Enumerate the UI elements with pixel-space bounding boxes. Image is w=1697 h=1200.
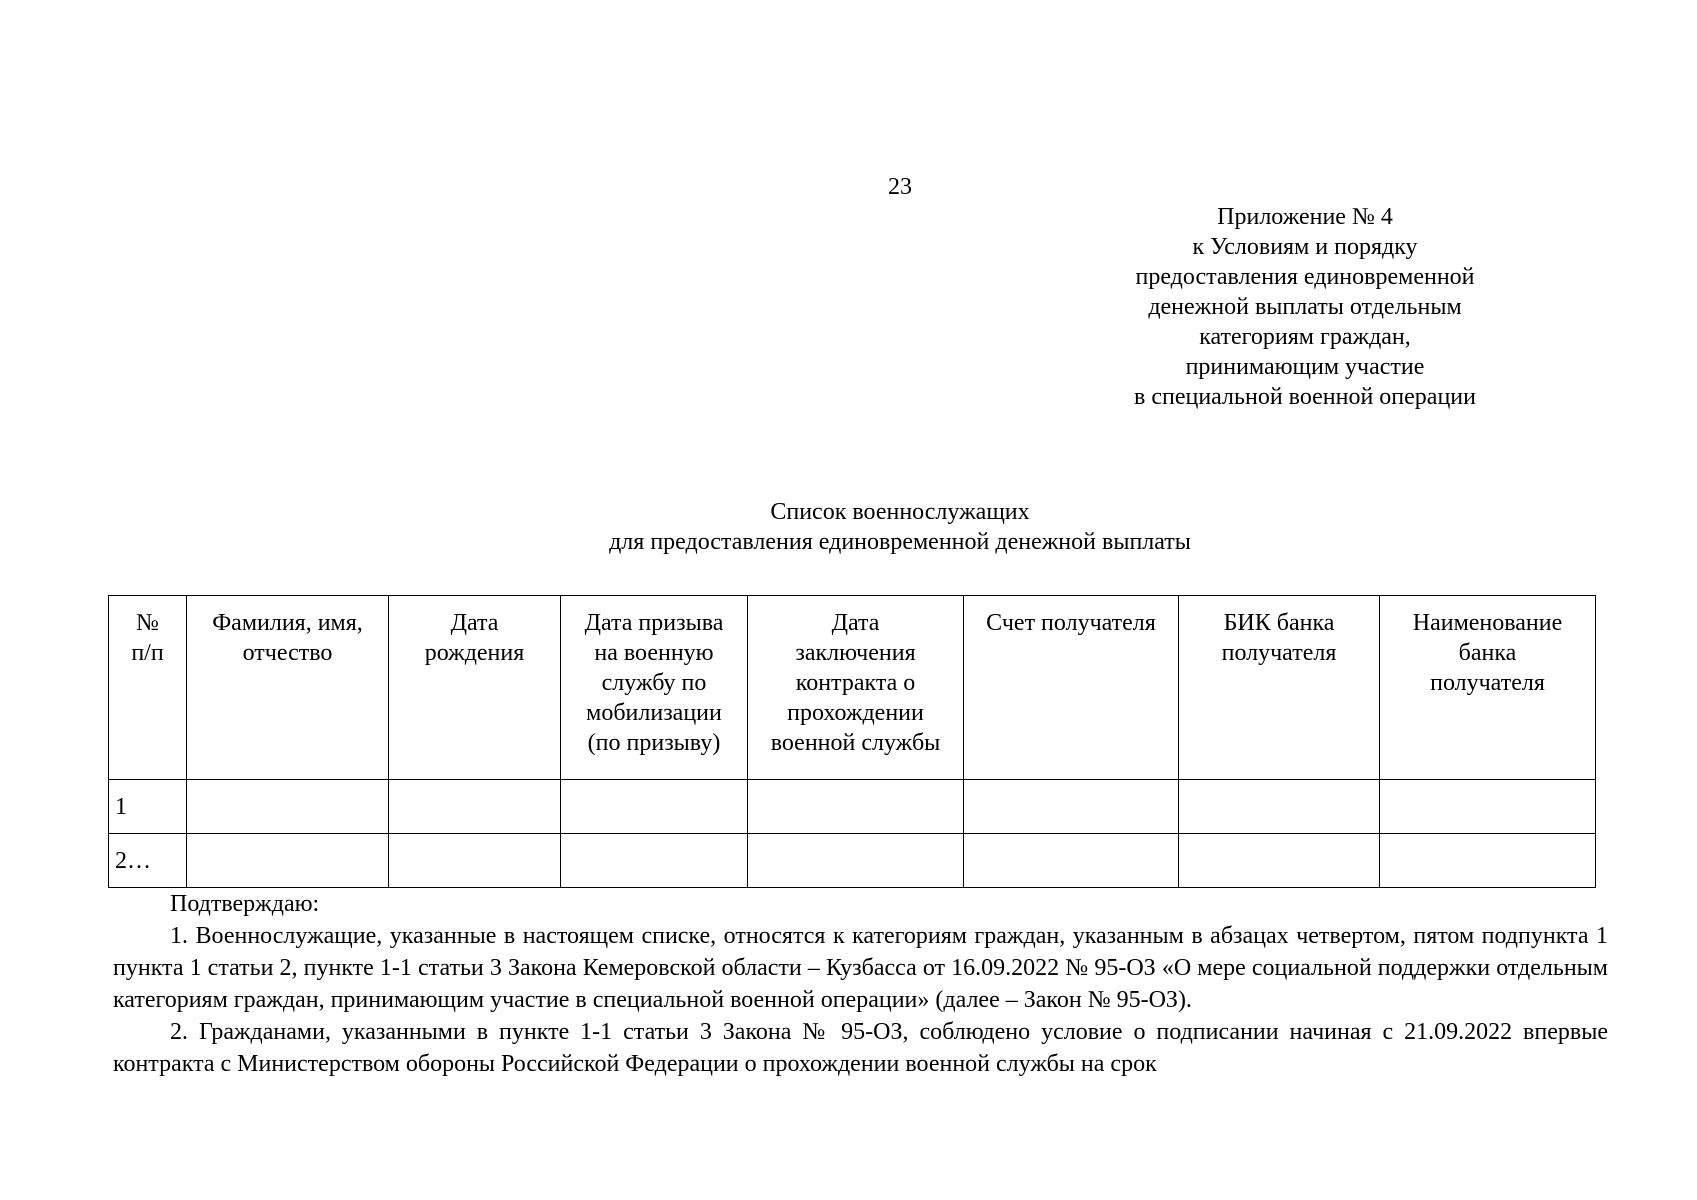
header-cell-bik — [1179, 596, 1380, 780]
table-cell — [1380, 780, 1596, 834]
table-row — [109, 834, 1596, 888]
header-label: Дата призыва на военную службу по мобилизации (по призыву) — [584, 610, 724, 756]
page-number: 23 — [888, 174, 912, 200]
table-cell — [187, 834, 389, 888]
appendix-line: категориям граждан, — [1199, 324, 1411, 350]
paragraph-2: 2. Гражданами, указанными в пункте 1-1 статьи 3 Закона № 95-ОЗ, соблюдено условие о подписании начиная с 21.09.2022 впервые контракта с Министерством обороны Российской Федерации о прохождении военной службы на срок — [113, 1019, 1608, 1077]
header-cell-birth-date — [389, 596, 561, 780]
table-cell — [389, 780, 561, 834]
table-cell — [964, 780, 1179, 834]
appendix-line: предоставления единовременной — [1135, 264, 1475, 290]
header-cell-bank-name — [1380, 596, 1596, 780]
header-cell-conscription-date — [561, 596, 748, 780]
appendix-line: к Условиям и порядку — [1192, 234, 1418, 260]
list-title — [400, 497, 1400, 557]
recipients-table — [108, 595, 1596, 888]
header-label: Дата рождения — [424, 610, 525, 666]
table-cell: 2… — [109, 834, 187, 888]
table-cell — [389, 834, 561, 888]
header-label: Дата заключения контракта о прохождении военной службы — [770, 610, 941, 756]
appendix-line: Приложение № 4 — [1217, 204, 1393, 230]
table-cell — [1179, 834, 1380, 888]
header-cell-full-name — [187, 596, 389, 780]
table-cell: 1 — [109, 780, 187, 834]
table-row — [109, 780, 1596, 834]
paragraph-1: 1. Военнослужащие, указанные в настоящем списке, относятся к категориям граждан, указанным в абзацах четвертом, пятом подпункта 1 пункта 1 статьи 2, пункте 1-1 статьи 3 Закона Кемеровской области – Кузбасса от 16.09.2022 № 95-ОЗ «О мере социальной поддержки отдельным категориям граждан, принимающим участие в специальной военной операции» (далее – Закон № 95-ОЗ). — [113, 923, 1608, 1013]
table-cell — [748, 780, 964, 834]
header-label: БИК банка получателя — [1221, 610, 1337, 666]
table-cell — [187, 780, 389, 834]
header-cell-contract-date — [748, 596, 964, 780]
confirm-line: Подтверждаю: — [170, 891, 320, 917]
header-label: Счет получателя — [986, 610, 1156, 636]
table-cell — [748, 834, 964, 888]
list-title-line: для предоставления единовременной денежной выплаты — [609, 529, 1191, 555]
appendix-line: в специальной военной операции — [1134, 384, 1476, 410]
appendix-line: денежной выплаты отдельным — [1148, 294, 1462, 320]
header-label: № п/п — [131, 610, 164, 666]
header-label: Фамилия, имя, отчество — [212, 610, 363, 666]
appendix-line: принимающим участие — [1185, 354, 1425, 380]
header-cell-number — [109, 596, 187, 780]
appendix-header — [1096, 202, 1514, 412]
table-cell — [561, 834, 748, 888]
table-cell — [1179, 780, 1380, 834]
header-cell-account — [964, 596, 1179, 780]
header-label: Наименование банка получателя — [1412, 610, 1563, 696]
list-title-line: Список военнослужащих — [770, 499, 1030, 525]
table-header-row — [109, 596, 1596, 780]
table-cell — [561, 780, 748, 834]
table-cell — [1380, 834, 1596, 888]
table-cell — [964, 834, 1179, 888]
body-text — [113, 888, 1608, 1080]
